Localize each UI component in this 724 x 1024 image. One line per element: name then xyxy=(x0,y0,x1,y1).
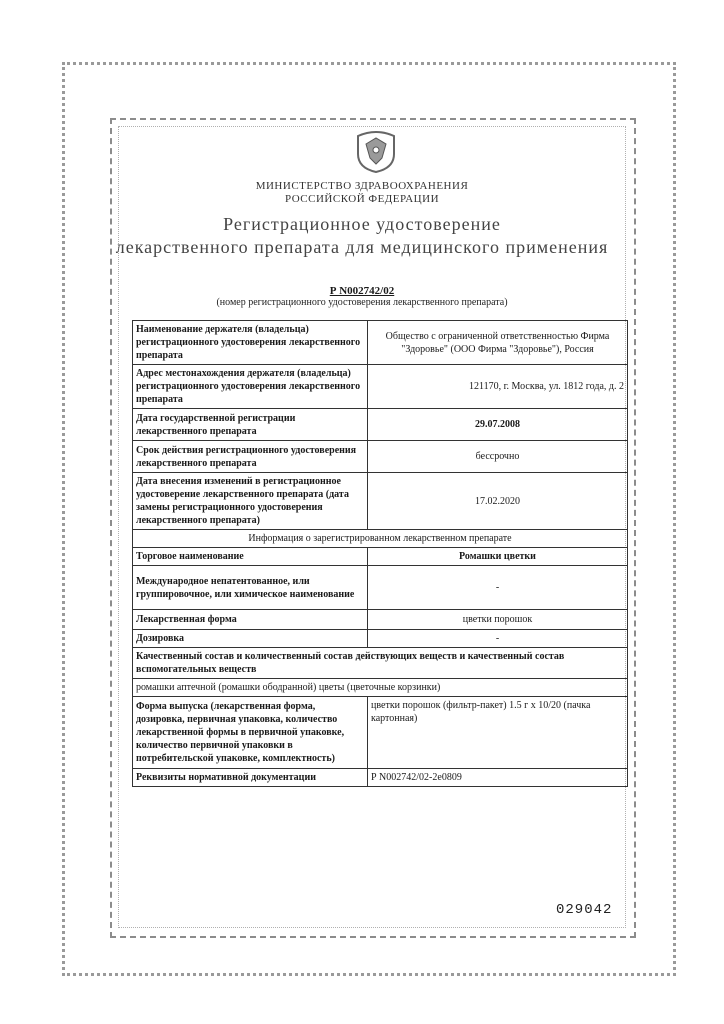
info-heading: Информация о зарегистрированном лекарственном препарате xyxy=(133,530,628,548)
table-row xyxy=(133,473,628,530)
table-row xyxy=(133,630,628,648)
table-row xyxy=(133,441,628,473)
ministry-name-line2: РОССИЙСКОЙ ФЕДЕРАЦИИ xyxy=(284,193,440,205)
release-form-value: цветки порошок (фильтр-пакет) 1.5 г x 10/20 (пачка картонная) xyxy=(368,697,628,769)
address-value: 121170, г. Москва, ул. 1812 года, д. 2 xyxy=(368,365,628,409)
composition-label: Качественный состав и количественный состав действующих веществ и качественный состав вспомогательных веществ xyxy=(133,648,628,679)
table-row xyxy=(133,769,628,787)
reg-date-value: 29.07.2008 xyxy=(368,409,628,441)
registration-number-caption: (номер регистрационного удостоверения лекарственного препарата) xyxy=(216,297,508,308)
registration-number: Р N002742/02 xyxy=(329,285,395,297)
validity-value: бессрочно xyxy=(368,441,628,473)
table-row xyxy=(133,648,628,679)
normative-label: Реквизиты нормативной документации xyxy=(133,769,368,787)
table-row xyxy=(133,610,628,630)
table-row xyxy=(133,409,628,441)
inn-label: Международное непатентованное, или группировочное, или химическое наименование xyxy=(133,566,368,610)
coat-of-arms-icon xyxy=(352,130,400,174)
document-title-line1: Регистрационное удостоверение xyxy=(223,214,501,234)
trade-name-label: Торговое наименование xyxy=(133,548,368,566)
change-date-label: Дата внесения изменений в регистрационное удостоверение лекарственного препарата (дата замены регистрационного удостоверения лекарственного препарата) xyxy=(133,473,368,530)
change-date-value: 17.02.2020 xyxy=(368,473,628,530)
composition-value: ромашки аптечной (ромашки ободранной) цветы (цветочные корзинки) xyxy=(133,679,628,697)
holder-value: Общество с ограниченной ответственностью Фирма "Здоровье" (ООО Фирма "Здоровье"), Россия xyxy=(368,321,628,365)
dosage-form-label: Лекарственная форма xyxy=(133,610,368,630)
validity-label: Срок действия регистрационного удостоверения лекарственного препарата xyxy=(133,441,368,473)
document-title-line2: лекарственного препарата для медицинского применения xyxy=(115,237,609,257)
table-row xyxy=(133,530,628,548)
table-row xyxy=(133,548,628,566)
address-label: Адрес местонахождения держателя (владельца) регистрационного удостоверения лекарственного препарата xyxy=(133,365,368,409)
trade-name-value: Ромашки цветки xyxy=(368,548,628,566)
dosage-form-value: цветки порошок xyxy=(368,610,628,630)
table-row xyxy=(133,321,628,365)
table-row xyxy=(133,566,628,610)
table-row xyxy=(133,697,628,769)
table-row xyxy=(133,679,628,697)
serial-number: 029042 xyxy=(556,902,613,918)
normative-value: Р N002742/02-2е0809 xyxy=(368,769,628,787)
table-row xyxy=(133,365,628,409)
holder-label: Наименование держателя (владельца) регистрационного удостоверения лекарственного препарата xyxy=(133,321,368,365)
dosage-label: Дозировка xyxy=(133,630,368,648)
inn-value: - xyxy=(368,566,628,610)
ministry-name-line1: МИНИСТЕРСТВО ЗДРАВООХРАНЕНИЯ xyxy=(255,180,469,192)
dosage-value: - xyxy=(368,630,628,648)
certificate-table xyxy=(132,320,628,787)
reg-date-label: Дата государственной регистрации лекарственного препарата xyxy=(133,409,368,441)
release-form-label: Форма выпуска (лекарственная форма, дозировка, первичная упаковка, количество лекарственной формы в первичной упаковке, количество первичной упаковки в потребительской упаковке, комплектность) xyxy=(133,697,368,769)
